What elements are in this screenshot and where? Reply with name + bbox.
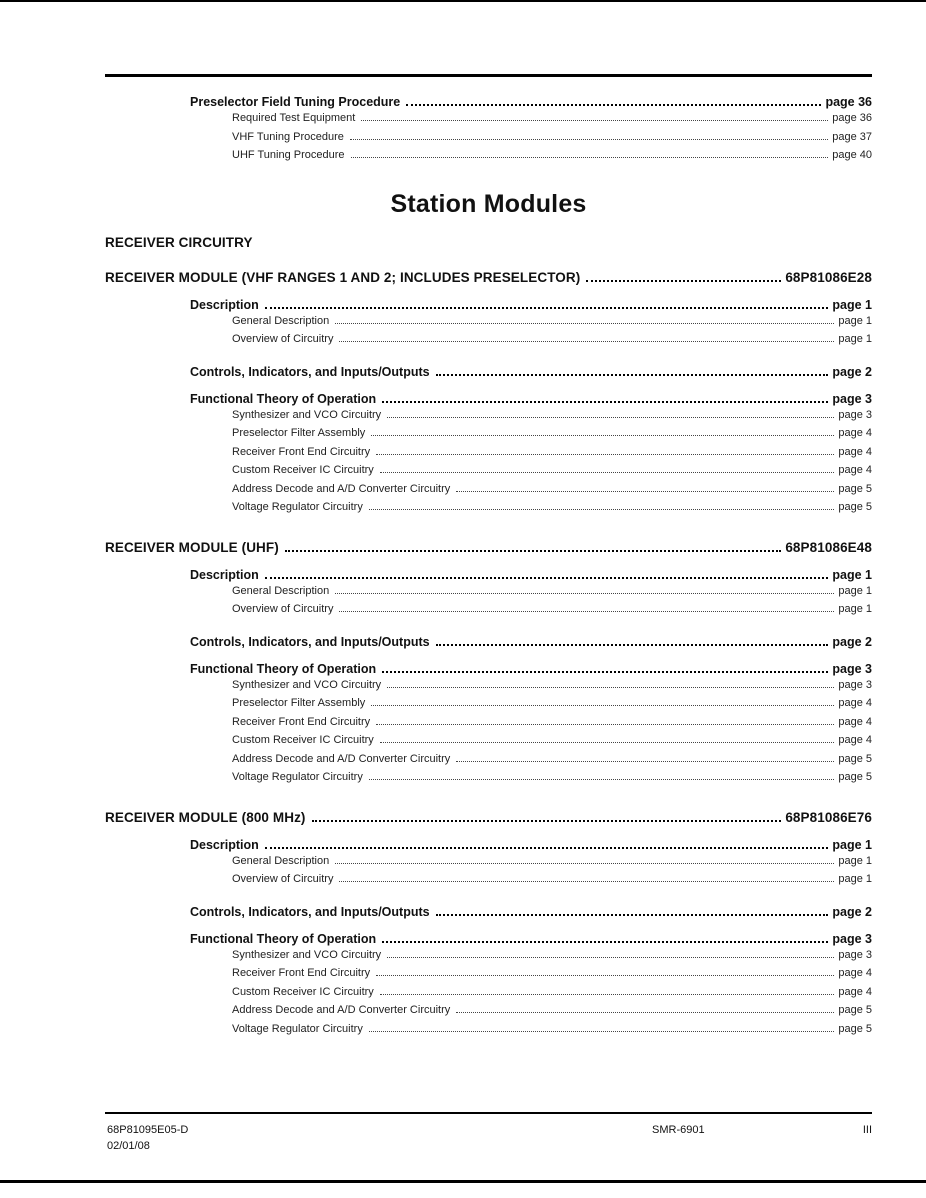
toc-entry-label: Synthesizer and VCO Circuitry — [232, 948, 382, 961]
toc-body — [105, 270, 872, 1042]
toc-entry — [232, 464, 872, 483]
toc-entry-page: page 5 — [838, 752, 872, 765]
toc-entry — [232, 501, 872, 520]
toc-entry — [232, 149, 872, 168]
toc-entry-page: page 5 — [838, 1022, 872, 1035]
toc-entry-page: page 4 — [838, 734, 872, 746]
toc-entry-page: page 3 — [832, 661, 872, 676]
dot-leader — [387, 417, 834, 418]
dot-leader — [369, 509, 835, 510]
toc-entry-page: page 4 — [838, 697, 872, 709]
toc-entry-page: page 1 — [838, 333, 872, 345]
toc-entry — [232, 112, 872, 131]
toc-page — [105, 74, 872, 1041]
dot-leader — [369, 779, 835, 780]
dot-leader — [351, 157, 829, 158]
toc-entry-page: page 4 — [838, 427, 872, 439]
toc-entry-page: page 36 — [832, 112, 872, 124]
dot-leader — [456, 1012, 834, 1013]
footer-rule — [105, 1112, 872, 1114]
dot-leader — [265, 307, 829, 309]
dot-leader — [380, 994, 835, 995]
dot-leader — [339, 611, 834, 612]
dot-leader — [456, 761, 834, 762]
toc-entry-label: Controls, Indicators, and Inputs/Outputs — [190, 364, 430, 379]
toc-entry-label: VHF Tuning Procedure — [232, 130, 344, 143]
toc-entry-page: page 37 — [832, 130, 872, 143]
toc-entry-page: page 1 — [838, 873, 872, 885]
toc-entry — [105, 810, 872, 825]
dot-leader — [265, 577, 829, 579]
toc-entry-label: Address Decode and A/D Converter Circuitry — [232, 752, 451, 765]
toc-entry — [105, 540, 872, 555]
dot-leader — [350, 139, 828, 140]
toc-entry-label: Voltage Regulator Circuitry — [232, 1022, 363, 1035]
dot-leader — [382, 941, 828, 943]
toc-entry-page: page 2 — [832, 634, 872, 649]
toc-entry-page: page 5 — [838, 482, 872, 495]
toc-entry-page: page 1 — [838, 854, 872, 867]
toc-entry — [232, 483, 872, 502]
dot-leader — [436, 374, 829, 376]
toc-entry-page: page 2 — [832, 904, 872, 919]
toc-entry-page: page 1 — [832, 297, 872, 312]
toc-entry — [232, 967, 872, 986]
dot-leader — [406, 104, 821, 106]
toc-entry-page: page 4 — [838, 464, 872, 476]
toc-entry-label: Controls, Indicators, and Inputs/Outputs — [190, 634, 430, 649]
toc-entry — [232, 603, 872, 622]
toc-entry-page: page 1 — [838, 603, 872, 615]
footer-manual-number: SMR-6901 — [652, 1124, 705, 1136]
dot-leader — [335, 323, 834, 324]
dot-leader — [436, 644, 829, 646]
footer-date: 02/01/08 — [107, 1140, 150, 1152]
toc-entry-page: page 1 — [838, 314, 872, 327]
toc-entry-label: Receiver Front End Circuitry — [232, 445, 371, 458]
toc-entry-page: page 4 — [838, 967, 872, 979]
toc-entry — [190, 905, 872, 919]
dot-leader — [371, 705, 834, 706]
footer-left — [107, 1122, 188, 1154]
dot-leader — [387, 687, 834, 688]
toc-entry — [232, 986, 872, 1005]
dot-leader — [369, 1031, 835, 1032]
toc-entry-label: Custom Receiver IC Circuitry — [232, 985, 374, 998]
toc-entry — [232, 585, 872, 604]
toc-entry — [190, 635, 872, 649]
toc-entry-label: Overview of Circuitry — [232, 873, 334, 885]
toc-entry — [190, 392, 872, 406]
toc-entry-label: Address Decode and A/D Converter Circuitry — [232, 482, 451, 495]
toc-entry-label: Preselector Filter Assembly — [232, 427, 366, 439]
toc-entry-label: Receiver Front End Circuitry — [232, 715, 371, 728]
toc-entry-label: Synthesizer and VCO Circuitry — [232, 408, 382, 421]
toc-entry-page: page 4 — [838, 715, 872, 728]
footer — [105, 1122, 872, 1166]
dot-leader — [456, 491, 834, 492]
dot-leader — [335, 593, 834, 594]
toc-entry-label: Custom Receiver IC Circuitry — [232, 464, 374, 476]
toc-entry — [190, 298, 872, 312]
toc-entry-page: page 3 — [832, 391, 872, 406]
toc-entry — [232, 716, 872, 735]
toc-entry-label: Controls, Indicators, and Inputs/Outputs — [190, 904, 430, 919]
toc-entry-label: Synthesizer and VCO Circuitry — [232, 678, 382, 691]
toc-entry-label: Overview of Circuitry — [232, 603, 334, 615]
toc-entry — [190, 568, 872, 582]
toc-entry — [105, 270, 872, 285]
toc-entry-label: Voltage Regulator Circuitry — [232, 501, 363, 513]
dot-leader — [382, 401, 828, 403]
dot-leader — [285, 550, 781, 552]
page-edge-top — [0, 0, 926, 2]
toc-entry — [190, 365, 872, 379]
toc-entry-label: RECEIVER MODULE (VHF RANGES 1 AND 2; INCLUDES PRESELECTOR) — [105, 269, 581, 285]
toc-entry-page: page 3 — [838, 948, 872, 961]
toc-entry-page: page 4 — [838, 985, 872, 998]
toc-entry-label: RECEIVER MODULE (UHF) — [105, 539, 279, 555]
toc-entry — [190, 932, 872, 946]
toc-entry-page: page 1 — [838, 584, 872, 597]
dot-leader — [312, 820, 782, 822]
dot-leader — [380, 742, 835, 743]
top-toc-block — [105, 95, 872, 168]
toc-entry-label: General Description — [232, 854, 330, 867]
dot-leader — [382, 671, 828, 673]
dot-leader — [376, 724, 834, 725]
dot-leader — [376, 975, 834, 976]
toc-entry-page: page 5 — [838, 501, 872, 513]
dot-leader — [265, 847, 829, 849]
toc-entry-label: Required Test Equipment — [232, 112, 356, 124]
toc-entry — [232, 679, 872, 698]
toc-entry-label: RECEIVER MODULE (800 MHz) — [105, 809, 306, 825]
toc-entry-page: page 36 — [825, 95, 872, 109]
toc-entry-page: page 2 — [832, 364, 872, 379]
toc-entry-label: Preselector Filter Assembly — [232, 697, 366, 709]
section-heading: RECEIVER CIRCUITRY — [105, 234, 253, 250]
toc-entry-label: Description — [190, 297, 259, 312]
page-edge-bottom — [0, 1180, 926, 1183]
toc-entry-label: Receiver Front End Circuitry — [232, 967, 371, 979]
toc-entry-page: page 5 — [838, 1004, 872, 1016]
toc-entry — [232, 427, 872, 446]
toc-entry — [232, 771, 872, 790]
toc-entry — [232, 131, 872, 150]
dot-leader — [387, 957, 834, 958]
toc-entry-page: 68P81086E28 — [785, 269, 872, 285]
toc-entry — [190, 662, 872, 676]
dot-leader — [380, 472, 835, 473]
toc-entry-label: UHF Tuning Procedure — [232, 149, 345, 161]
toc-entry-label: Overview of Circuitry — [232, 333, 334, 345]
page-title: Station Modules — [390, 189, 587, 218]
toc-entry — [232, 409, 872, 428]
toc-entry-page: page 3 — [838, 678, 872, 691]
toc-entry-page: page 3 — [832, 931, 872, 946]
toc-entry-label: Custom Receiver IC Circuitry — [232, 734, 374, 746]
toc-entry-page: page 40 — [832, 149, 872, 161]
toc-entry — [232, 855, 872, 874]
toc-entry — [232, 753, 872, 772]
toc-entry-label: Preselector Field Tuning Procedure — [190, 95, 401, 109]
toc-entry — [232, 315, 872, 334]
toc-entry — [232, 333, 872, 352]
footer-page-number: III — [862, 1124, 872, 1136]
dot-leader — [361, 120, 828, 121]
toc-entry — [232, 1004, 872, 1023]
dot-leader — [339, 341, 834, 342]
dot-leader — [371, 435, 834, 436]
toc-entry-page: page 4 — [838, 445, 872, 458]
toc-entry-page: page 1 — [832, 837, 872, 852]
toc-entry-label: Functional Theory of Operation — [190, 661, 377, 676]
toc-entry-label: General Description — [232, 314, 330, 327]
toc-entry-page: page 5 — [838, 771, 872, 783]
toc-entry-label: Description — [190, 837, 259, 852]
toc-entry-page: page 1 — [832, 567, 872, 582]
toc-entry-label: Functional Theory of Operation — [190, 391, 377, 406]
toc-entry-label: Functional Theory of Operation — [190, 931, 377, 946]
toc-entry — [232, 1023, 872, 1042]
toc-entry — [232, 873, 872, 892]
toc-entry — [232, 446, 872, 465]
toc-entry-page: 68P81086E48 — [785, 539, 872, 555]
dot-leader — [335, 863, 834, 864]
toc-entry-label: Description — [190, 567, 259, 582]
toc-entry — [190, 95, 872, 109]
toc-entry-label: Voltage Regulator Circuitry — [232, 771, 363, 783]
dot-leader — [586, 280, 781, 282]
toc-entry — [232, 949, 872, 968]
dot-leader — [339, 881, 834, 882]
top-rule — [105, 74, 872, 77]
toc-entry-page: page 3 — [838, 408, 872, 421]
toc-entry-label: General Description — [232, 584, 330, 597]
toc-entry — [232, 734, 872, 753]
footer-doc-number: 68P81095E05-D — [107, 1124, 189, 1136]
toc-entry — [232, 697, 872, 716]
toc-entry-page: 68P81086E76 — [785, 809, 872, 825]
dot-leader — [376, 454, 834, 455]
toc-entry-label: Address Decode and A/D Converter Circuitry — [232, 1004, 451, 1016]
dot-leader — [436, 914, 829, 916]
toc-entry — [190, 838, 872, 852]
